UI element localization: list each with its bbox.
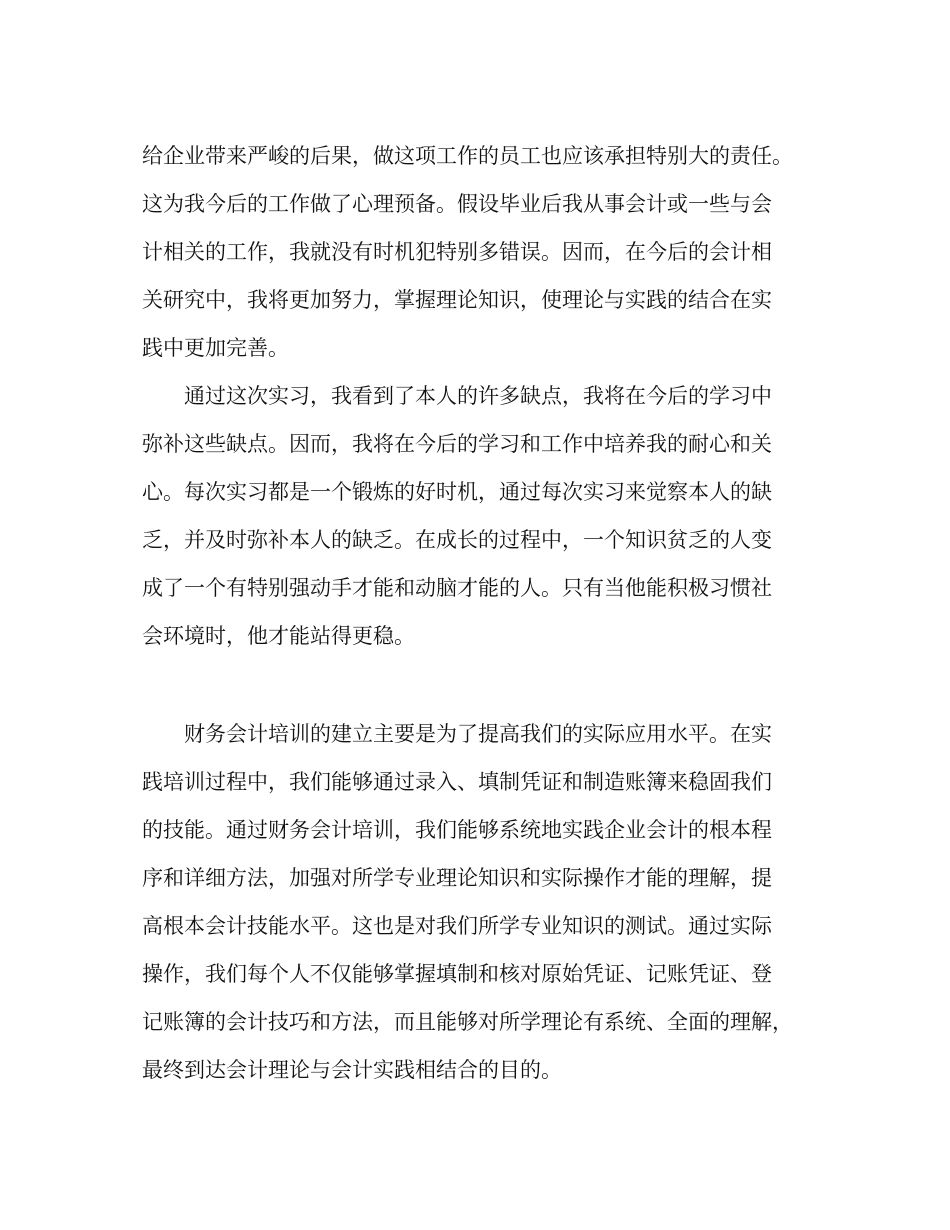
paragraph-line: 践培训过程中，我们能够通过录入、填制凭证和制造账簿来稳固我们 (142, 770, 772, 794)
paragraph-line: 成了一个有特别强动手才能和动脑才能的人。只有当他能积极习惯社 (142, 576, 772, 600)
paragraph-line: 弥补这些缺点。因而，我将在今后的学习和工作中培养我的耐心和关 (142, 432, 772, 456)
paragraph-2 (142, 372, 822, 660)
paragraph-line: 心。每次实习都是一个锻炼的好时机，通过每次实习来觉察本人的缺 (142, 480, 772, 504)
paragraph-line: 的技能。通过财务会计培训，我们能够系统地实践企业会计的根本程 (142, 818, 772, 842)
paragraph-line: 给企业带来严峻的后果，做这项工作的员工也应该承担特别大的责任。 (142, 144, 793, 168)
paragraph-line: 操作，我们每个人不仅能够掌握填制和核对原始凭证、记账凭证、登 (142, 962, 772, 986)
paragraph-line: 最终到达会计理论与会计实践相结合的目的。 (142, 1058, 562, 1082)
paragraph-1 (142, 132, 822, 372)
paragraph-line: 会环境时，他才能站得更稳。 (142, 624, 415, 648)
paragraph-line: 乏，并及时弥补本人的缺乏。在成长的过程中，一个知识贫乏的人变 (142, 528, 772, 552)
paragraph-line: 高根本会计技能水平。这也是对我们所学专业知识的测试。通过实际 (142, 914, 772, 938)
paragraph-line: 这为我今后的工作做了心理预备。假设毕业后我从事会计或一些与会 (142, 192, 772, 216)
paragraph-line: 计相关的工作，我就没有时机犯特别多错误。因而，在今后的会计相 (142, 240, 772, 264)
paragraph-line: 记账簿的会计技巧和方法，而且能够对所学理论有系统、全面的理解， (142, 1010, 793, 1034)
paragraph-line: 关研究中，我将更加努力，掌握理论知识，使理论与实践的结合在实 (142, 288, 772, 312)
paragraph-line: 序和详细方法，加强对所学专业理论知识和实际操作才能的理解，提 (142, 866, 772, 890)
paragraph-first-line: 财务会计培训的建立主要是为了提高我们的实际应用水平。在实 (184, 722, 772, 746)
paragraph-3 (142, 710, 822, 1094)
paragraph-first-line: 通过这次实习，我看到了本人的许多缺点，我将在今后的学习中 (184, 384, 772, 408)
paragraph-line: 践中更加完善。 (142, 336, 289, 360)
